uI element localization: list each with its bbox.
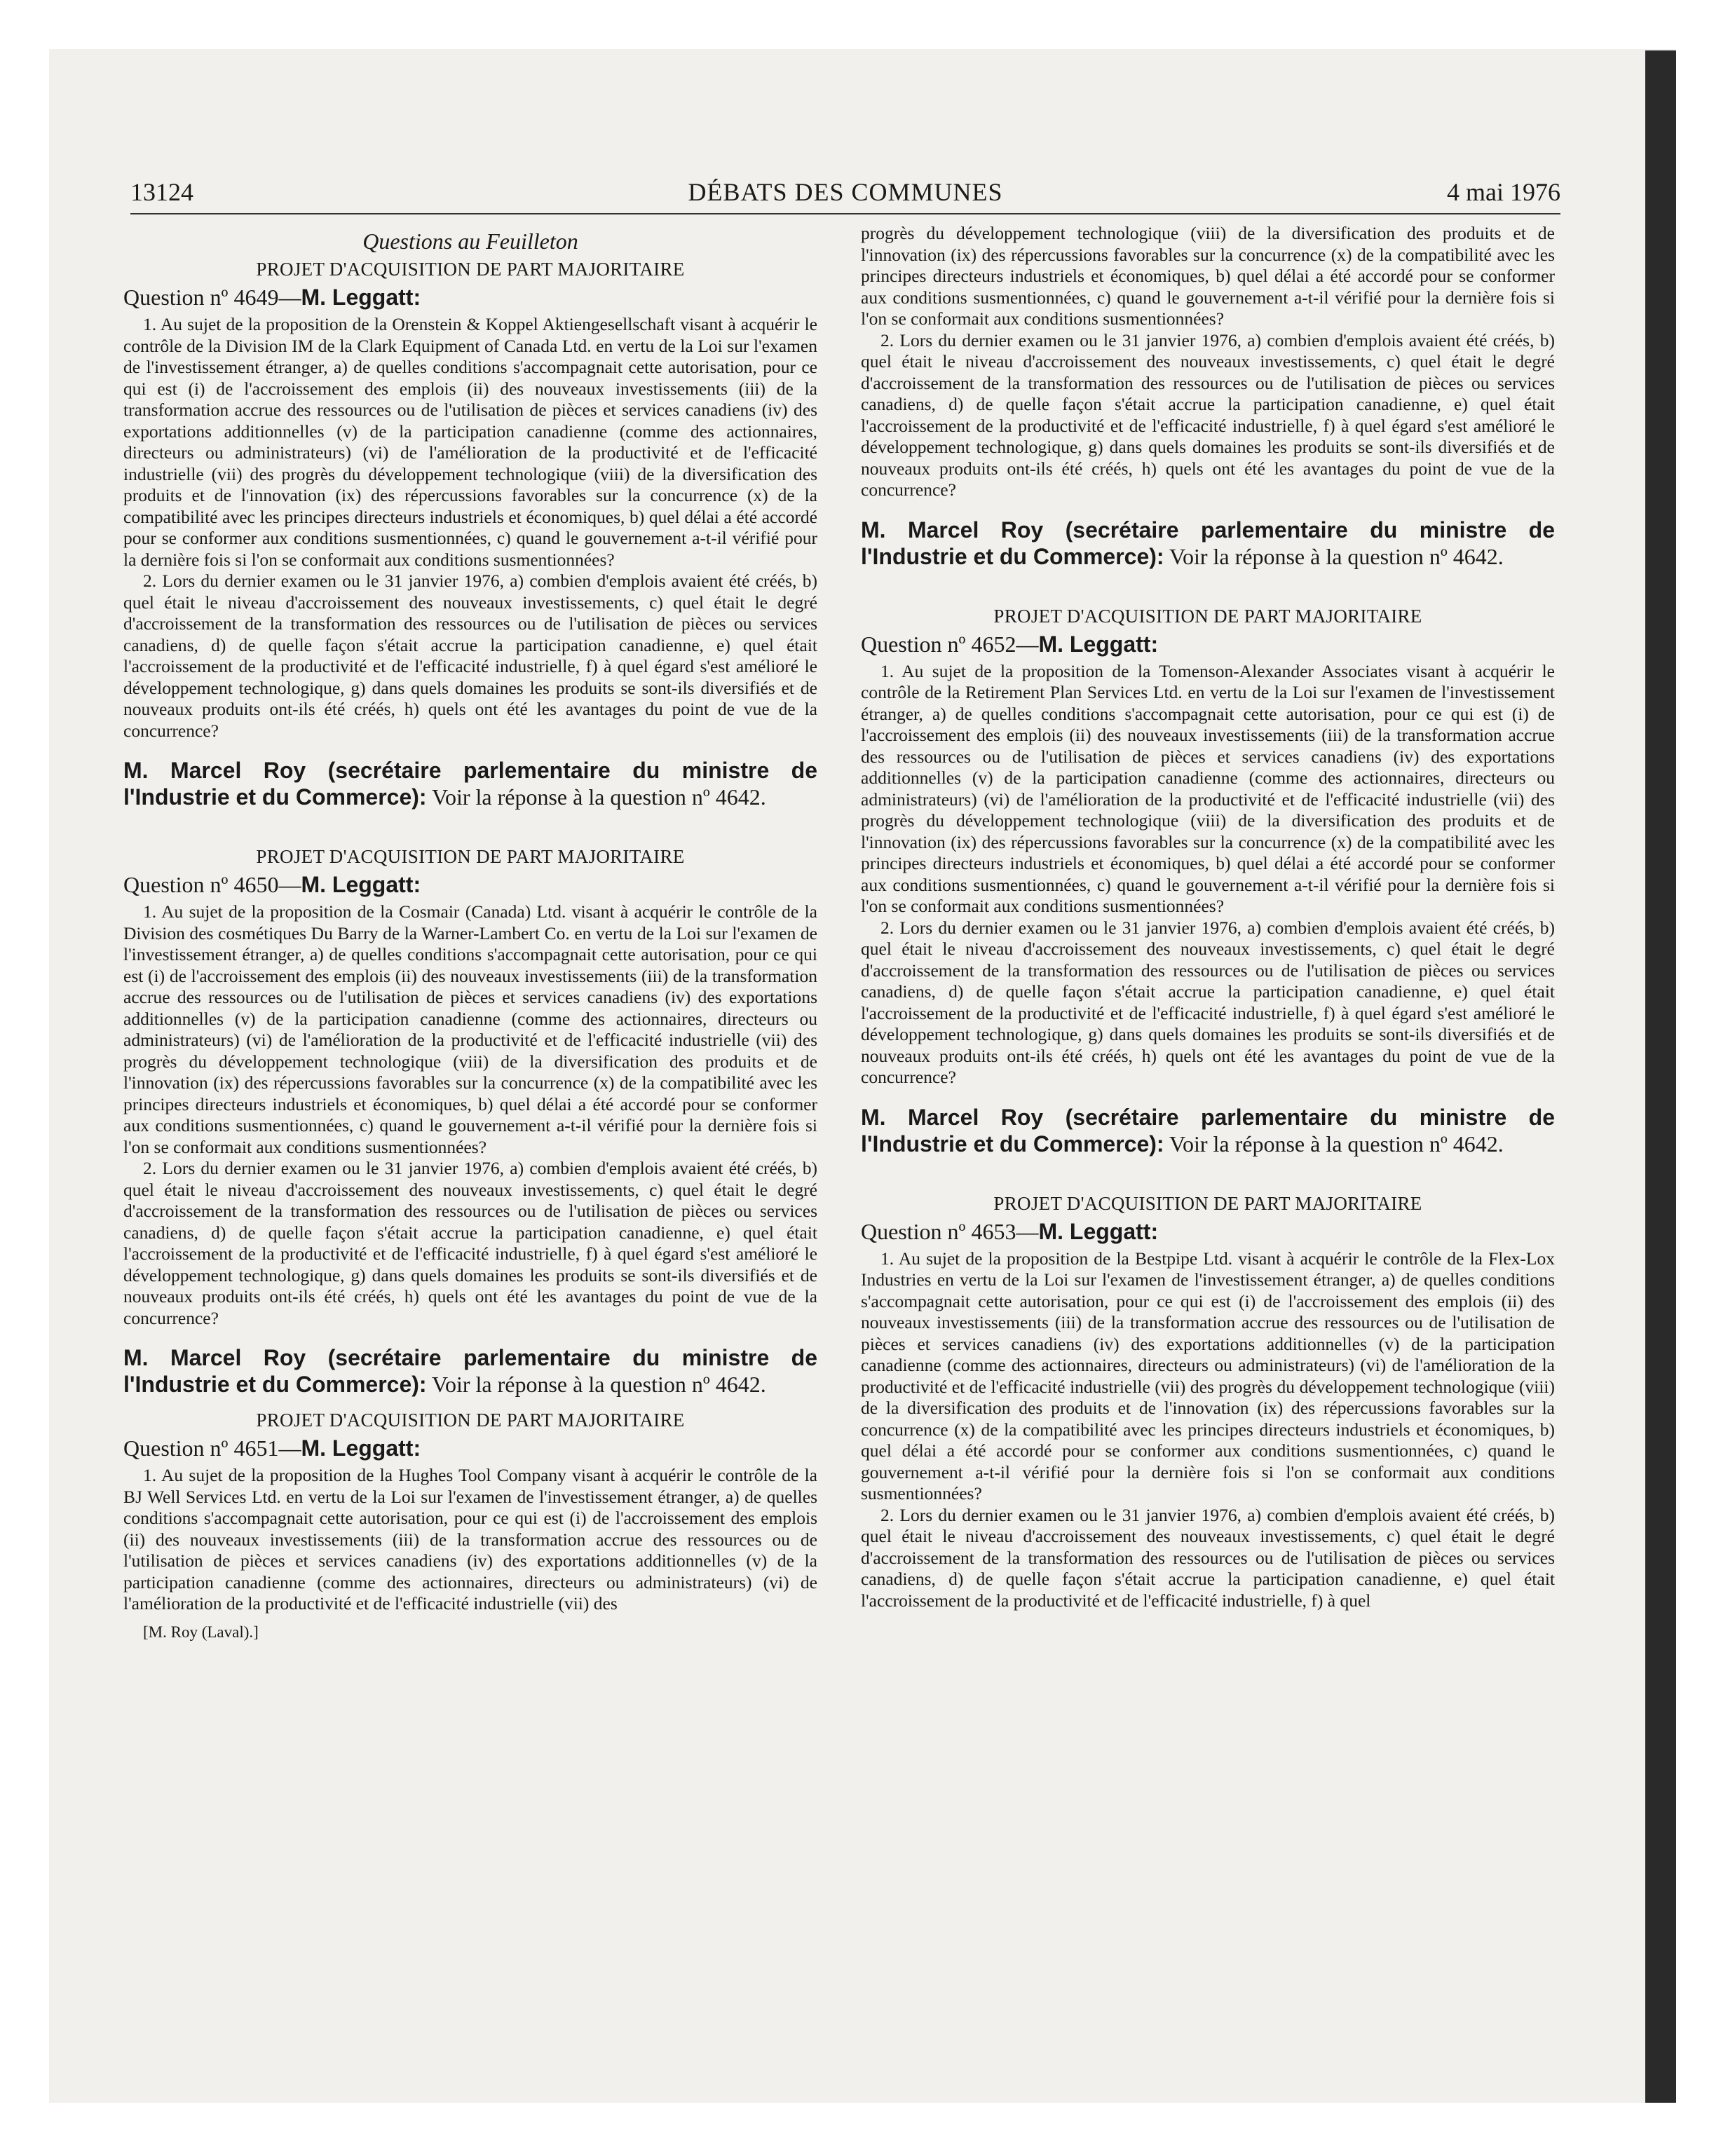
page-number: 13124 [130, 178, 193, 206]
book-spine-shadow [1645, 50, 1676, 2103]
page-header [130, 174, 1560, 214]
answer-speaker: M. Marcel Roy (secrétaire parlementaire du ministre de l'Industrie et du Commerce): [861, 1104, 1555, 1157]
question-heading: PROJET D'ACQUISITION DE PART MAJORITAIRE [993, 605, 1422, 627]
question-number: Question nº 4650— [123, 872, 301, 897]
answer-text: Voir la réponse à la question nº 4642. [426, 784, 766, 810]
question-number: Question nº 4653— [861, 1218, 1039, 1244]
question-paragraph: 1. Au sujet de la proposition de la Hughes Tool Company visant à acquérir le contrôle de la BJ Well Services Ltd. en vertu de la Loi sur l'examen de l'investissement étranger, a) de quelles conditions s'accompagnait cette autorisation, pour ce qui est (i) de l'accroissement des emplois (ii) des nouveaux investissements (iii) de la transformation accrue des ressources ou de l'utilisation de pièces et services canadiens (iv) des exportations additionnelles (v) de la participation canadienne (comme des actionnaires, directeurs ou administrateurs) (vi) de l'amélioration de la productivité et de l'efficacité industrielle (vii) des [123, 1465, 817, 1613]
answer [861, 517, 1555, 570]
page-date: 4 mai 1976 [1447, 178, 1560, 206]
answer-speaker: M. Marcel Roy (secrétaire parlementaire du ministre de l'Industrie et du Commerce): [123, 1345, 817, 1397]
continued-paragraph: progrès du développement technologique (viii) de la diversification des produits et de l'innovation (ix) des répercussions favorables sur la concurrence (x) de la compatibilité avec les principes directeurs industriels et économiques, b) quel délai a été accordé pour se conformer aux conditions susmentionnées, c) quand le gouvernement a-t-il vérifié pour la dernière fois si l'on se conformait aux conditions susmentionnées? [861, 223, 1555, 329]
question-paragraph: 2. Lors du dernier examen ou le 31 janvier 1976, a) combien d'emplois avaient été créés, b) quel était le niveau d'accroissement des nouveaux investissements, c) quel était le degré d'accroissement de la transformation des ressources ou de l'utilisation de pièces ou services canadiens, d) de quelle façon s'était accrue la participation canadienne, e) quel était l'accroissement de la productivité et de l'efficacité industrielle, f) à quel égard s'est amélioré le développement technologique, g) dans quels domaines les produits se sont-ils diversifiés et de nouveaux produits ont-ils été créés, h) quels ont été les avantages du point de vue de la concurrence? [123, 1158, 817, 1328]
question-number: Question nº 4649— [123, 285, 301, 310]
answer [123, 1344, 817, 1398]
question-heading: PROJET D'ACQUISITION DE PART MAJORITAIRE [256, 259, 685, 280]
question-paragraph: 2. Lors du dernier examen ou le 31 janvier 1976, a) combien d'emplois avaient été créés, b) quel était le niveau d'accroissement des nouveaux investissements, c) quel était le degré d'accroissement de la transformation des ressources ou de l'utilisation de pièces ou services canadiens, d) de quelle façon s'était accrue la participation canadienne, e) quel était l'accroissement de la productivité et de l'efficacité industrielle, f) à quel égard s'est amélioré le développement technologique, g) dans quels domaines les produits se sont-ils diversifiés et de nouveaux produits ont-ils été créés, h) quels ont été les avantages du point de vue de la concurrence? [123, 571, 817, 741]
answer-speaker: M. Marcel Roy (secrétaire parlementaire du ministre de l'Industrie et du Commerce): [861, 517, 1555, 569]
question-asker: M. Leggatt: [1038, 1218, 1159, 1244]
question-asker: M. Leggatt: [301, 1435, 421, 1461]
question-heading: PROJET D'ACQUISITION DE PART MAJORITAIRE [256, 1410, 685, 1431]
question-paragraph: 1. Au sujet de la proposition de la Cosmair (Canada) Ltd. visant à acquérir le contrôle de la Division des cosmétiques Du Barry de la Warner-Lambert Co. en vertu de la Loi sur l'examen de l'investissement étranger, a) de quelles conditions s'accompagnait cette autorisation, pour ce qui est (i) de l'accroissement des emplois (ii) des nouveaux investissements (iii) de la transformation accrue des ressources ou de l'utilisation de pièces et services canadiens (iv) des exportations additionnelles (v) de la participation canadienne (comme des actionnaires, directeurs ou administrateurs) (vi) de l'amélioration de la productivité et de l'efficacité industrielle (vii) des progrès du développement technologique (viii) de la diversification des produits et de l'innovation (ix) des répercussions favorables sur la concurrence (x) de la compatibilité avec les principes directeurs industriels et économiques, b) quel délai a été accordé pour se conformer aux conditions susmentionnées, c) quand le gouvernement a-t-il vérifié pour la dernière fois si l'on se conformait aux conditions susmentionnées? [123, 901, 817, 1157]
answer-text: Voir la réponse à la question nº 4642. [1164, 1131, 1504, 1157]
publication-title: DÉBATS DES COMMUNES [688, 178, 1003, 206]
answer [861, 1104, 1555, 1157]
right-column [861, 223, 1555, 1611]
left-column [123, 223, 817, 1643]
question-paragraph: 1. Au sujet de la proposition de la Bestpipe Ltd. visant à acquérir le contrôle de la Flex-Lox Industries en vertu de la Loi sur l'examen de l'investissement étranger, a) de quelles conditions s'accompagnait cette autorisation, pour ce qui est (i) de l'accroissement des emplois (ii) des nouveaux investissements (iii) de la transformation accrue des ressources ou de l'utilisation de pièces et services canadiens (iv) des exportations additionnelles (v) de la participation canadienne (comme des actionnaires, directeurs ou administrateurs) (vi) de l'amélioration de la productivité et de l'efficacité industrielle (vii) des progrès du développement technologique (viii) de la diversification des produits et de l'innovation (ix) des répercussions favorables sur la concurrence (x) de la compatibilité avec les principes directeurs industriels et économiques, b) quel délai a été accordé pour se conformer aux conditions susmentionnées, c) quand le gouvernement a-t-il vérifié pour la dernière fois si l'on se conformait aux conditions susmentionnées? [861, 1248, 1555, 1503]
question-paragraph: 2. Lors du dernier examen ou le 31 janvier 1976, a) combien d'emplois avaient été créés, b) quel était le niveau d'accroissement des nouveaux investissements, c) quel était le degré d'accroissement de la transformation des ressources ou de l'utilisation de pièces ou services canadiens, d) de quelle façon s'était accrue la participation canadienne, e) quel était l'accroissement de la productivité et de l'efficacité industrielle, f) à quel égard s'est amélioré le développement technologique, g) dans quels domaines les produits se sont-ils diversifiés et de nouveaux produits ont-ils été créés, h) quels ont été les avantages du point de vue de la concurrence? [861, 329, 1555, 500]
question-asker: M. Leggatt: [1038, 631, 1159, 657]
answer-text: Voir la réponse à la question nº 4642. [1164, 543, 1504, 569]
page-footer-attribution: [M. Roy (Laval).] [143, 1623, 259, 1641]
question-label [123, 1434, 817, 1462]
answer-speaker: M. Marcel Roy (secrétaire parlementaire du ministre de l'Industrie et du Commerce): [123, 758, 817, 810]
question-asker: M. Leggatt: [301, 872, 421, 897]
section-title: Questions au Feuilleton [362, 228, 578, 254]
question-label [123, 283, 817, 311]
question-number: Question nº 4651— [123, 1435, 301, 1461]
question-paragraph: 1. Au sujet de la proposition de la Tomenson-Alexander Associates visant à acquérir le contrôle de la Retirement Plan Services Ltd. en vertu de la Loi sur l'examen de l'investissement étranger, a) de quelles conditions s'accompagnait cette autorisation, pour ce qui est (i) de l'accroissement des emplois (ii) des nouveaux investissements (iii) de la transformation accrue des ressources ou de l'utilisation de pièces et services canadiens (iv) des exportations additionnelles (v) de la participation canadienne (comme des actionnaires, directeurs ou administrateurs) (vi) de l'amélioration de la productivité et de l'efficacité industrielle (vii) des progrès du développement technologique (viii) de la diversification des produits et de l'innovation (ix) des répercussions favorables sur la concurrence (x) de la compatibilité avec les principes directeurs industriels et économiques, b) quel délai a été accordé pour se conformer aux conditions susmentionnées, c) quand le gouvernement a-t-il vérifié pour la dernière fois si l'on se conformait aux conditions susmentionnées? [861, 660, 1555, 916]
answer-text: Voir la réponse à la question nº 4642. [426, 1372, 766, 1397]
question-label [861, 630, 1555, 658]
question-asker: M. Leggatt: [301, 285, 421, 310]
question-paragraph: 2. Lors du dernier examen ou le 31 janvier 1976, a) combien d'emplois avaient été créés, b) quel était le niveau d'accroissement des nouveaux investissements, c) quel était le degré d'accroissement de la transformation des ressources ou de l'utilisation de pièces ou services canadiens, d) de quelle façon s'était accrue la participation canadienne, e) quel était l'accroissement de la productivité et de l'efficacité industrielle, f) à quel égard s'est amélioré le développement technologique, g) dans quels domaines les produits se sont-ils diversifiés et de nouveaux produits ont-ils été créés, h) quels ont été les avantages du point de vue de la concurrence? [861, 917, 1555, 1087]
question-heading: PROJET D'ACQUISITION DE PART MAJORITAIRE [993, 1192, 1422, 1214]
question-paragraph: 2. Lors du dernier examen ou le 31 janvier 1976, a) combien d'emplois avaient été créés, b) quel était le niveau d'accroissement des nouveaux investissements, c) quel était le degré d'accroissement de la transformation des ressources ou de l'utilisation de pièces ou services canadiens, d) de quelle façon s'était accrue la participation canadienne, e) quel était l'accroissement de la productivité et de l'efficacité industrielle, f) à quel [861, 1504, 1555, 1611]
question-number: Question nº 4652— [861, 631, 1039, 657]
question-paragraph: 1. Au sujet de la proposition de la Orenstein & Koppel Aktiengesellschaft visant à acquérir le contrôle de la Division IM de la Clark Equipment of Canada Ltd. en vertu de la Loi sur l'examen de l'investissement étranger, a) de quelles conditions s'accompagnait cette autorisation, pour ce qui est (i) de l'accroissement des emplois (ii) des nouveaux investissements (iii) de la transformation accrue des ressources ou de l'utilisation de pièces et services canadiens (iv) des exportations additionnelles (v) de la participation canadienne (comme des actionnaires, directeurs ou administrateurs) (vi) de l'amélioration de la productivité et de l'efficacité industrielle (vii) des progrès du développement technologique (viii) de la diversification des produits et de l'innovation (ix) des répercussions favorables sur la concurrence (x) de la compatibilité avec les principes directeurs industriels et économiques, b) quel délai a été accordé pour se conformer aux conditions susmentionnées, c) quand le gouvernement a-t-il vérifié pour la dernière fois si l'on se conformait aux conditions susmentionnées? [123, 314, 817, 570]
question-label [861, 1217, 1555, 1246]
question-label [123, 871, 817, 899]
question-heading: PROJET D'ACQUISITION DE PART MAJORITAIRE [256, 846, 685, 867]
answer [123, 757, 817, 810]
